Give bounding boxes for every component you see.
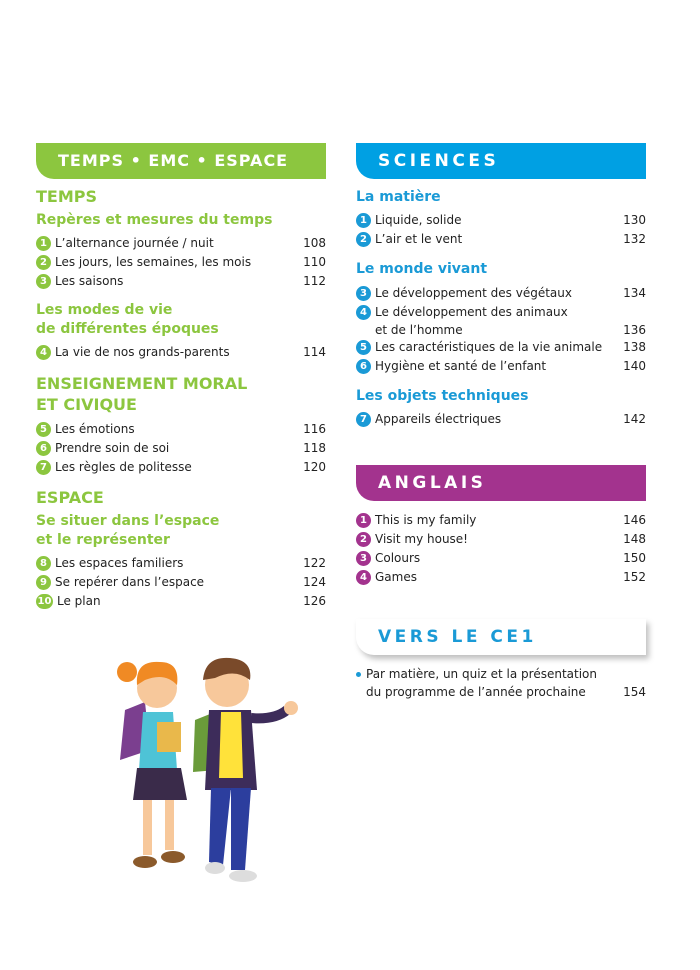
entry-label: Le développement des animaux bbox=[375, 305, 568, 319]
toc-entry[interactable] bbox=[36, 554, 326, 572]
entry-label: Visit my house! bbox=[375, 532, 468, 546]
chapter-number-badge: 3 bbox=[356, 551, 371, 566]
toc-entry[interactable] bbox=[356, 568, 646, 586]
toc-entry[interactable] bbox=[356, 530, 646, 548]
toc-entry[interactable] bbox=[36, 272, 326, 290]
toc-entry[interactable] bbox=[36, 420, 326, 438]
entry-label: Prendre soin de soi bbox=[55, 441, 170, 455]
entry-label: La vie de nos grands-parents bbox=[55, 345, 230, 359]
subheading-monde-vivant: Le monde vivant bbox=[356, 261, 488, 277]
page-number: 142 bbox=[623, 412, 646, 426]
toc-entry[interactable] bbox=[356, 338, 646, 356]
chapter-number-badge: 4 bbox=[356, 305, 371, 320]
entry-label: Par matière, un quiz et la présentation bbox=[366, 667, 597, 681]
chapter-number-badge: 2 bbox=[36, 255, 51, 270]
toc-entry[interactable] bbox=[356, 549, 646, 567]
chapter-number-badge: 7 bbox=[36, 460, 51, 475]
children-illustration bbox=[105, 650, 305, 890]
page-number: 136 bbox=[623, 323, 646, 337]
entry-label: Les émotions bbox=[55, 422, 135, 436]
toc-entry[interactable] bbox=[356, 230, 646, 248]
subheading-se-situer-line2: et le représenter bbox=[36, 532, 170, 548]
toc-entry[interactable] bbox=[356, 284, 646, 302]
chapter-number-badge: 4 bbox=[356, 570, 371, 585]
entry-label: Games bbox=[375, 570, 417, 584]
heading-emc-line2: ET CIVIQUE bbox=[36, 395, 137, 414]
page-number: 108 bbox=[303, 236, 326, 250]
heading-temps: TEMPS bbox=[36, 187, 98, 206]
subheading-reperes: Repères et mesures du temps bbox=[36, 212, 273, 228]
entry-label: Les saisons bbox=[55, 274, 124, 288]
entry-label: Le plan bbox=[57, 594, 101, 608]
entry-label-line2: du programme de l’année prochaine bbox=[366, 685, 586, 699]
toc-entry[interactable] bbox=[36, 234, 326, 252]
toc-entry[interactable] bbox=[36, 343, 326, 361]
page-number: 152 bbox=[623, 570, 646, 584]
page-number: 110 bbox=[303, 255, 326, 269]
page-number: 150 bbox=[623, 551, 646, 565]
chapter-number-badge: 3 bbox=[356, 286, 371, 301]
page-number: 120 bbox=[303, 460, 326, 474]
chapter-number-badge: 6 bbox=[356, 359, 371, 374]
page-number: 114 bbox=[303, 345, 326, 359]
entry-label: Hygiène et santé de l’enfant bbox=[375, 359, 547, 373]
toc-entry[interactable] bbox=[36, 439, 326, 457]
subheading-modes-de-vie-line2: de différentes époques bbox=[36, 321, 219, 337]
entry-label: L’air et le vent bbox=[375, 232, 463, 246]
toc-entry[interactable] bbox=[356, 511, 646, 529]
section-header-anglais: ANGLAIS bbox=[356, 465, 646, 501]
chapter-number-badge: 2 bbox=[356, 532, 371, 547]
page-number: 124 bbox=[303, 575, 326, 589]
chapter-number-badge: 6 bbox=[36, 441, 51, 456]
entry-label: Se repérer dans l’espace bbox=[55, 575, 205, 589]
page-number: 140 bbox=[623, 359, 646, 373]
page-number: 126 bbox=[303, 594, 326, 608]
chapter-number-badge: 9 bbox=[36, 575, 51, 590]
chapter-number-badge: 10 bbox=[37, 596, 52, 607]
chapter-number-badge: 8 bbox=[36, 556, 51, 571]
page-number: 116 bbox=[303, 422, 326, 436]
toc-entry[interactable] bbox=[36, 573, 326, 591]
toc-entry[interactable] bbox=[356, 665, 646, 701]
chapter-number-badge: 2 bbox=[356, 232, 371, 247]
chapter-number-badge: 5 bbox=[356, 340, 371, 355]
entry-label-line2: et de l’homme bbox=[375, 323, 463, 337]
bullet-icon bbox=[356, 672, 361, 677]
section-header-vers-le-ce1: VERS LE CE1 bbox=[356, 619, 646, 655]
entry-label: Colours bbox=[375, 551, 421, 565]
chapter-number-badge: 5 bbox=[36, 422, 51, 437]
page-number: 122 bbox=[303, 556, 326, 570]
heading-espace: ESPACE bbox=[36, 488, 104, 507]
toc-entry[interactable] bbox=[356, 303, 646, 339]
entry-label: Les espaces familiers bbox=[55, 556, 184, 570]
entry-label: Liquide, solide bbox=[375, 213, 462, 227]
page-number: 130 bbox=[623, 213, 646, 227]
chapter-number-badge: 7 bbox=[356, 412, 371, 427]
chapter-number-badge: 1 bbox=[356, 513, 371, 528]
toc-entry[interactable] bbox=[356, 211, 646, 229]
chapter-number-badge: 3 bbox=[36, 274, 51, 289]
entry-label: L’alternance journée / nuit bbox=[55, 236, 214, 250]
subheading-modes-de-vie: Les modes de vie bbox=[36, 302, 173, 318]
entry-label: Appareils électriques bbox=[375, 412, 502, 426]
page-number: 132 bbox=[623, 232, 646, 246]
section-header-temps-emc-espace: TEMPS • EMC • ESPACE bbox=[36, 143, 326, 179]
subheading-se-situer: Se situer dans l’espace bbox=[36, 513, 220, 529]
toc-entry[interactable] bbox=[36, 592, 326, 610]
heading-emc: ENSEIGNEMENT MORAL bbox=[36, 374, 248, 393]
entry-label: Les règles de politesse bbox=[55, 460, 192, 474]
page-number: 138 bbox=[623, 340, 646, 354]
toc-entry[interactable] bbox=[36, 253, 326, 271]
page-number: 148 bbox=[623, 532, 646, 546]
toc-entry[interactable] bbox=[36, 458, 326, 476]
chapter-number-badge: 1 bbox=[356, 213, 371, 228]
page-number: 146 bbox=[623, 513, 646, 527]
subheading-matiere: La matière bbox=[356, 189, 441, 205]
page-number: 112 bbox=[303, 274, 326, 288]
chapter-number-badge: 4 bbox=[36, 345, 51, 360]
page-number: 118 bbox=[303, 441, 326, 455]
section-header-sciences: SCIENCES bbox=[356, 143, 646, 179]
chapter-number-badge: 1 bbox=[36, 236, 51, 251]
toc-entry[interactable] bbox=[356, 357, 646, 375]
page-number: 154 bbox=[623, 685, 646, 699]
subheading-objets-techniques: Les objets techniques bbox=[356, 388, 529, 404]
entry-label: Les jours, les semaines, les mois bbox=[55, 255, 252, 269]
toc-entry[interactable] bbox=[356, 410, 646, 428]
entry-label: Les caractéristiques de la vie animale bbox=[375, 340, 603, 354]
entry-label: Le développement des végétaux bbox=[375, 286, 572, 300]
entry-label: This is my family bbox=[375, 513, 477, 527]
page-number: 134 bbox=[623, 286, 646, 300]
